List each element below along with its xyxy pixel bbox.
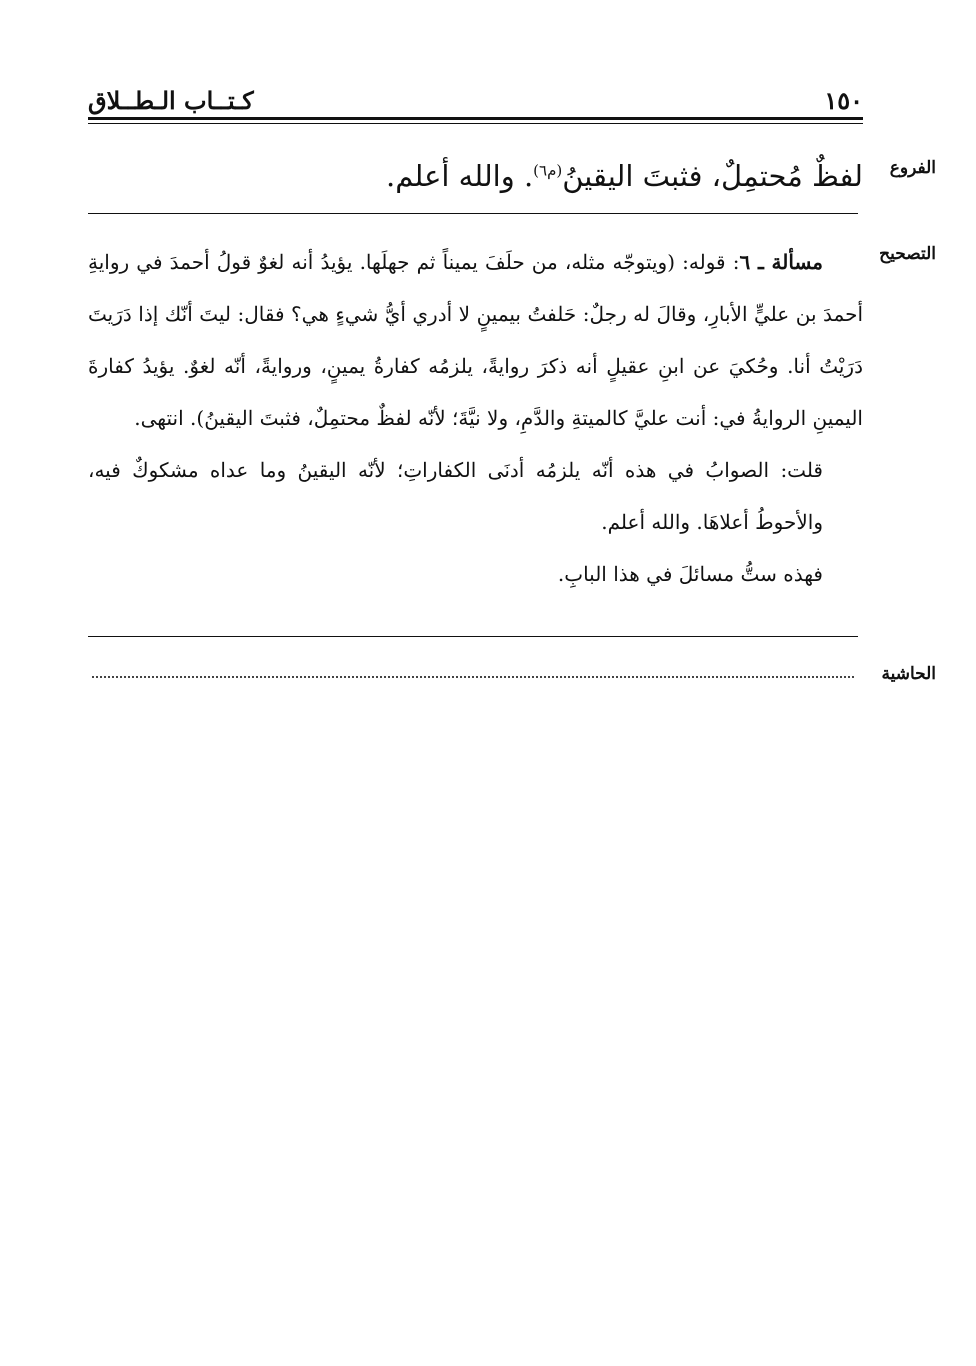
page-number: ١٥٠ — [824, 86, 863, 115]
section-divider-top — [88, 213, 858, 214]
masala-label: مسألة ـ ٦ — [739, 250, 824, 274]
furu-text — [88, 150, 863, 202]
tashih-paragraph-1 — [88, 236, 863, 444]
book-title: كـتــاب الـطــلاق — [88, 86, 254, 115]
header-rule-thick — [88, 117, 863, 120]
section-divider-bottom — [88, 636, 858, 637]
hashiya-dotted-line — [92, 676, 854, 678]
tashih-paragraph-3: فهذه ستُّ مسائلَ في هذا البابِ. — [557, 562, 823, 586]
tashih-text — [88, 236, 863, 600]
side-label-tashih: التصحيح — [879, 244, 936, 264]
tashih-paragraph-2: قلت: الصوابُ في هذه أنّه يلزمُه أدنَى الكفاراتِ؛ لأنّه اليقينُ وما عداه مشكوكٌ فيه، والأحوطُ أعلاهَا. والله أعلم. — [88, 458, 823, 534]
page-header — [88, 84, 863, 118]
furu-main-text: لفظٌ مُحتمِلٌ، فثبتَ اليقينُ — [562, 159, 863, 193]
side-label-hashiya: الحاشية — [881, 664, 936, 684]
header-rule-thin — [88, 123, 863, 124]
furu-reference: (م٦) — [533, 161, 563, 180]
side-label-furu: الفروع — [889, 158, 936, 178]
tashih-paragraph-1-text: : قوله: (ويتوجّه مثله، من حلَفَ يميناً ثم جهلَها. يؤيدُ أنه لغوٌ قولُ أحمدَ في روايةِ أحمدَ بن عليٍّ الأبارِ، وقالَ له رجلٌ: حَلفتُ بيمينٍ لا أدري أيُّ شيءٍ هي؟ فقال: ليتَ أنّك إذا دَرَيتَ دَرَيْتُ أنا. وحُكيَ عن ابنِ عقيلٍ أنه ذكرَ روايةً، يلزمُه كفارةُ يمينٍ، وروايةً، أنّه لغوٌ. يؤيدُ كفارةَ اليمينِ الروايةُ في: أنت عليَّ كالميتةِ والدَّمِ، ولا نيَّةَ؛ لأنّه لفظٌ محتمِلٌ، فثبتَ اليقينُ). انتهى. — [88, 250, 863, 430]
furu-end-text: . والله أعلم. — [385, 159, 534, 193]
